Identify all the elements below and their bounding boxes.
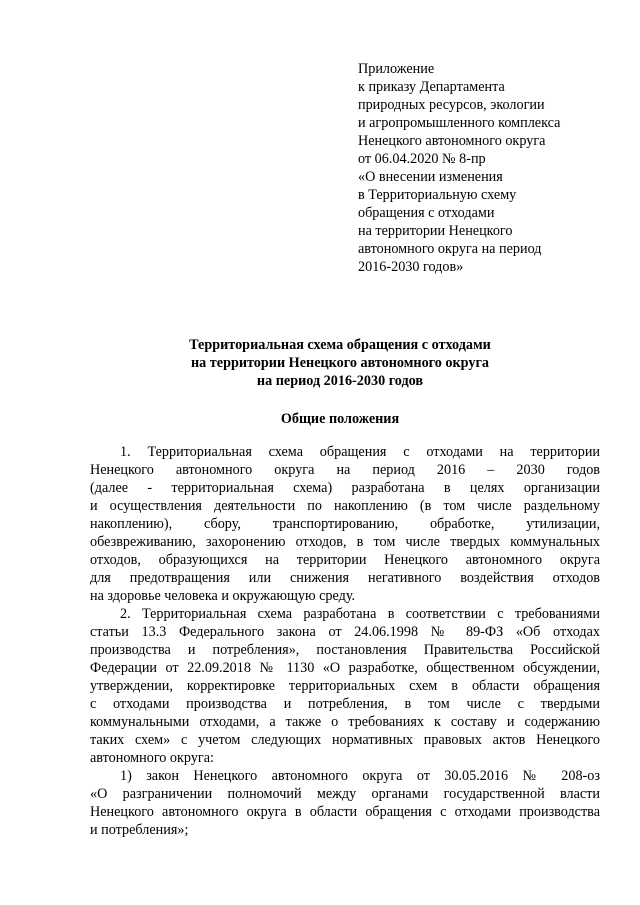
appendix-line: в Территориальную схему <box>358 187 517 203</box>
body-line: обезвреживанию, захоронению отходов, в том числе твердых коммунальных <box>90 534 600 550</box>
body-line: производства и потребления», постановления Правительства Российской <box>90 642 600 658</box>
document-title <box>90 336 590 390</box>
section-title <box>90 410 590 428</box>
body-line: утверждении, корректировке территориальных схем в области обращения <box>90 678 600 694</box>
appendix-line: Ненецкого автономного округа <box>358 133 546 149</box>
appendix-line: природных ресурсов, экологии <box>358 97 545 113</box>
body-line: 1. Территориальная схема обращения с отходами на территории <box>120 444 600 460</box>
appendix-line: от 06.04.2020 № 8-пр <box>358 151 486 167</box>
appendix-line: 2016-2030 годов» <box>358 259 464 275</box>
body-line: коммунальными отходами, а также о требованиях к составу и содержанию <box>90 714 600 730</box>
document-title-line: Территориальная схема обращения с отходами <box>189 337 491 353</box>
document-title-line: на территории Ненецкого автономного округа <box>190 355 490 371</box>
body-line: и осуществления деятельности по накоплению (в том числе раздельному <box>90 498 600 514</box>
body-line: (далее - территориальная схема) разработана в целях организации <box>90 480 600 496</box>
body-line: статьи 13.3 Федерального закона от 24.06.1998 № 89-ФЗ «Об отходах <box>90 624 600 640</box>
appendix-block <box>358 60 608 276</box>
body-line: 2. Территориальная схема разработана в соответствии с требованиями <box>120 606 600 622</box>
body-line: отходов, образующихся на территории Ненецкого автономного округа <box>90 552 600 568</box>
document-body <box>90 443 600 839</box>
section-title-text: Общие положения <box>280 411 400 427</box>
appendix-line: и агропромышленного комплекса <box>358 115 561 131</box>
appendix-line: на территории Ненецкого <box>358 223 513 239</box>
body-line: накоплению), сбору, транспортированию, обработке, утилизации, <box>90 516 600 532</box>
body-line: на здоровье человека и окружающую среду. <box>90 588 356 604</box>
body-line: для предотвращения или снижения негативного воздействия отходов <box>90 570 600 586</box>
body-line: автономного округа: <box>90 750 214 766</box>
appendix-line: «О внесении изменения <box>358 169 503 185</box>
body-line: и потребления»; <box>90 822 189 838</box>
body-line: «О разграничении полномочий между органами государственной власти <box>90 786 600 802</box>
body-line: таких схем» с учетом следующих нормативных правовых актов Ненецкого <box>90 732 600 748</box>
body-line: с отходами производства и потребления, в том числе с твердыми <box>90 696 600 712</box>
appendix-line: к приказу Департамента <box>358 79 505 95</box>
appendix-line: автономного округа на период <box>358 241 542 257</box>
body-line: Федерации от 22.09.2018 № 1130 «О разработке, общественном обсуждении, <box>90 660 600 676</box>
body-line: 1) закон Ненецкого автономного округа от 30.05.2016 № 208-оз <box>120 768 600 784</box>
body-line: Ненецкого автономного округа в области обращения с отходами производства <box>90 804 600 820</box>
body-line: Ненецкого автономного округа на период 2016 – 2030 годов <box>90 462 600 478</box>
appendix-line: обращения с отходами <box>358 205 495 221</box>
document-title-line: на период 2016-2030 годов <box>256 373 424 389</box>
appendix-line: Приложение <box>358 61 435 77</box>
